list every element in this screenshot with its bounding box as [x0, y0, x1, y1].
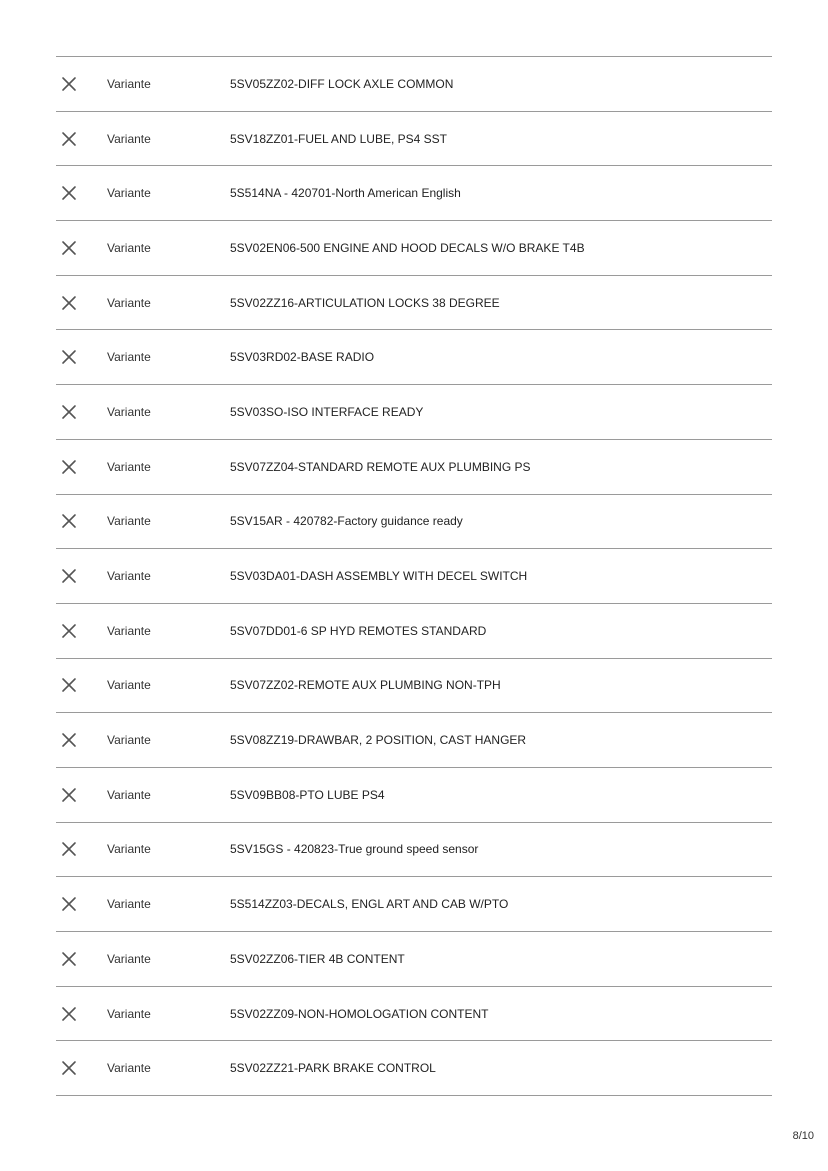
item-type: Variante [107, 569, 151, 584]
item-description: 5SV02ZZ09-NON-HOMOLOGATION CONTENT [230, 1006, 489, 1021]
item-description: 5SV15GS - 420823-True ground speed sensor [230, 842, 479, 857]
page-number: 8/10 [792, 1130, 814, 1142]
item-type: Variante [107, 678, 151, 693]
close-x-icon[interactable] [61, 295, 77, 311]
list-item [56, 987, 772, 1042]
list-item [56, 112, 772, 167]
item-description: 5SV02EN06-500 ENGINE AND HOOD DECALS W/O BRAKE T4B [230, 240, 585, 255]
close-x-icon[interactable] [61, 131, 77, 147]
close-x-icon[interactable] [61, 787, 77, 803]
list-item [56, 1041, 772, 1096]
close-x-icon[interactable] [61, 732, 77, 748]
item-type: Variante [107, 240, 151, 255]
list-item [56, 823, 772, 878]
item-description: 5SV05ZZ02-DIFF LOCK AXLE COMMON [230, 76, 454, 91]
list-item [56, 330, 772, 385]
list-item [56, 768, 772, 823]
close-x-icon[interactable] [61, 1060, 77, 1076]
item-description: 5S514ZZ03-DECALS, ENGL ART AND CAB W/PTO [230, 897, 509, 912]
close-x-icon[interactable] [61, 568, 77, 584]
list-item [56, 495, 772, 550]
item-type: Variante [107, 186, 151, 201]
list-item [56, 276, 772, 331]
list-item [56, 549, 772, 604]
close-x-icon[interactable] [61, 349, 77, 365]
close-x-icon[interactable] [61, 240, 77, 256]
item-type: Variante [107, 842, 151, 857]
item-type: Variante [107, 1006, 151, 1021]
item-type: Variante [107, 1061, 151, 1076]
close-x-icon[interactable] [61, 185, 77, 201]
item-type: Variante [107, 459, 151, 474]
close-x-icon[interactable] [61, 841, 77, 857]
item-type: Variante [107, 404, 151, 419]
item-description: 5SV02ZZ06-TIER 4B CONTENT [230, 951, 405, 966]
item-type: Variante [107, 131, 151, 146]
list-item [56, 659, 772, 714]
item-type: Variante [107, 76, 151, 91]
item-type: Variante [107, 951, 151, 966]
list-item [56, 877, 772, 932]
item-description: 5SV07ZZ02-REMOTE AUX PLUMBING NON-TPH [230, 678, 501, 693]
item-type: Variante [107, 514, 151, 529]
list-item [56, 713, 772, 768]
list-item [56, 932, 772, 987]
list-item [56, 221, 772, 276]
close-x-icon[interactable] [61, 1006, 77, 1022]
list-item [56, 385, 772, 440]
item-description: 5SV07ZZ04-STANDARD REMOTE AUX PLUMBING PS [230, 459, 531, 474]
item-description: 5SV02ZZ16-ARTICULATION LOCKS 38 DEGREE [230, 295, 500, 310]
item-type: Variante [107, 733, 151, 748]
item-type: Variante [107, 295, 151, 310]
list-item [56, 166, 772, 221]
close-x-icon[interactable] [61, 76, 77, 92]
close-x-icon[interactable] [61, 459, 77, 475]
item-type: Variante [107, 897, 151, 912]
item-type: Variante [107, 623, 151, 638]
close-x-icon[interactable] [61, 677, 77, 693]
item-description: 5SV08ZZ19-DRAWBAR, 2 POSITION, CAST HANGER [230, 733, 527, 748]
close-x-icon[interactable] [61, 404, 77, 420]
item-description: 5SV02ZZ21-PARK BRAKE CONTROL [230, 1061, 436, 1076]
close-x-icon[interactable] [61, 513, 77, 529]
list-item [56, 57, 772, 112]
item-description: 5SV03SO-ISO INTERFACE READY [230, 404, 424, 419]
item-description: 5SV07DD01-6 SP HYD REMOTES STANDARD [230, 623, 487, 638]
variant-list [56, 56, 772, 1096]
close-x-icon[interactable] [61, 623, 77, 639]
item-type: Variante [107, 350, 151, 365]
close-x-icon[interactable] [61, 951, 77, 967]
item-description: 5SV09BB08-PTO LUBE PS4 [230, 787, 385, 802]
list-item [56, 604, 772, 659]
item-description: 5SV15AR - 420782-Factory guidance ready [230, 514, 463, 529]
list-item [56, 440, 772, 495]
close-x-icon[interactable] [61, 896, 77, 912]
item-description: 5S514NA - 420701-North American English [230, 186, 461, 201]
item-description: 5SV18ZZ01-FUEL AND LUBE, PS4 SST [230, 131, 447, 146]
item-type: Variante [107, 787, 151, 802]
item-description: 5SV03DA01-DASH ASSEMBLY WITH DECEL SWITCH [230, 569, 528, 584]
item-description: 5SV03RD02-BASE RADIO [230, 350, 375, 365]
